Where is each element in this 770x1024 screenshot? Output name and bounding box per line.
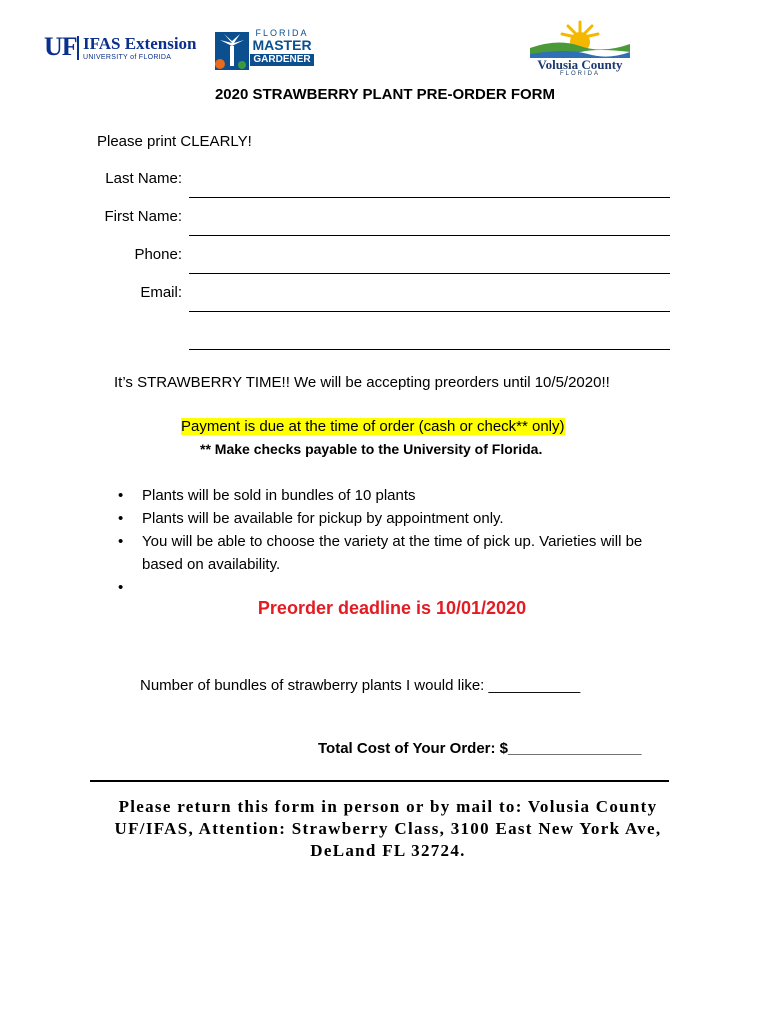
info-bullet-list — [118, 484, 658, 596]
uf-logo-mark: UF — [44, 32, 77, 61]
phone-label: Phone: — [134, 246, 182, 263]
first-name-label: First Name: — [104, 208, 182, 225]
volusia-florida-text: FLORIDA — [559, 71, 600, 77]
bullet-dot-icon: • — [118, 579, 124, 596]
volusia-county-logo — [528, 18, 632, 78]
payment-note: Payment is due at the time of order (cash or check** only) — [181, 418, 565, 435]
bullet-dot-icon: • — [118, 533, 124, 550]
form-title: 2020 STRAWBERRY PLANT PRE-ORDER FORM — [214, 86, 556, 103]
uf-logo-university-text: UNIVERSITY of FLORIDA — [83, 54, 172, 61]
email-label: Email: — [140, 284, 182, 301]
divider-rule — [90, 780, 669, 782]
uf-logo-divider — [77, 36, 79, 60]
first-name-line[interactable] — [189, 235, 670, 236]
florida-master-gardener-logo — [214, 28, 314, 74]
uf-logo-ifas-text: IFAS Extension — [83, 34, 197, 53]
palm-tree-icon — [214, 28, 250, 74]
fmg-florida-text: FLORIDA — [255, 28, 309, 38]
fmg-master-text: MASTER — [252, 37, 312, 53]
checks-payable-note: ** Make checks payable to the University of Florida. — [200, 441, 543, 457]
last-name-line[interactable] — [189, 197, 670, 198]
phone-line[interactable] — [189, 273, 670, 274]
bullet-item: • Plants will be available for pickup by appointment only. — [118, 507, 658, 530]
uf-ifas-extension-logo — [44, 34, 204, 64]
return-instructions: Please return this form in person or by mail to: Volusia County UF/IFAS, Attention: Strawberry Class, 3100 East New York Ave, DeLand FL 32724. — [114, 797, 662, 860]
print-clearly-note: Please print CLEARLY! — [97, 133, 252, 150]
announcement-text: It’s STRAWBERRY TIME!! We will be accepting preorders until 10/5/2020!! — [114, 374, 610, 391]
total-cost-field[interactable]: Total Cost of Your Order: $________________ — [318, 740, 642, 757]
bullet-item: • You will be able to choose the variety at the time of pick up. Varieties will be based on availability. — [118, 530, 658, 576]
bullet-dot-icon: • — [118, 510, 124, 527]
preorder-deadline: Preorder deadline is 10/01/2020 — [257, 598, 527, 618]
email-line[interactable] — [189, 311, 670, 312]
sun-landscape-icon — [528, 18, 632, 60]
bullet-item: • Plants will be sold in bundles of 10 plants — [118, 484, 658, 507]
last-name-label: Last Name: — [105, 170, 182, 187]
bullet-dot-icon: • — [118, 487, 124, 504]
bundles-request-field[interactable]: Number of bundles of strawberry plants I would like: ___________ — [140, 677, 581, 694]
volusia-county-text: Volusia County — [537, 57, 623, 72]
fmg-gardener-text: GARDENER — [250, 54, 314, 66]
email-line-continued[interactable] — [189, 349, 670, 350]
